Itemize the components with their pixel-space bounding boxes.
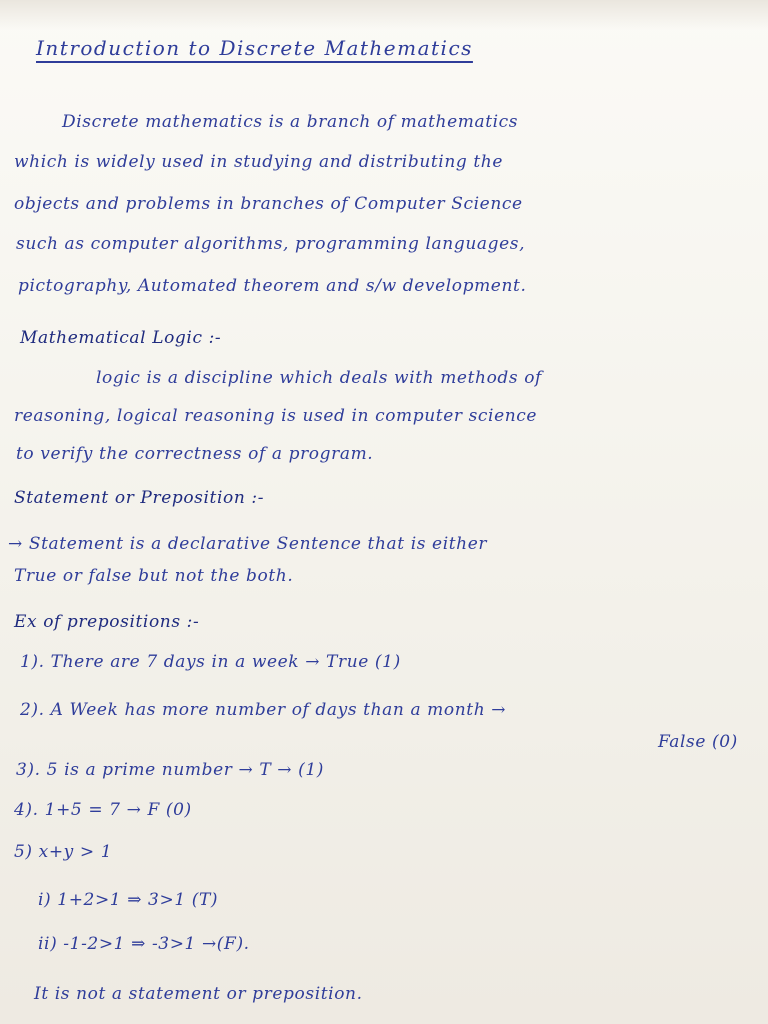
logic-line-1: logic is a discipline which deals with methods of — [96, 368, 542, 388]
intro-line-2: which is widely used in studying and distributing the — [14, 152, 504, 172]
logic-line-3: to verify the correctness of a program. — [16, 444, 374, 464]
examples-heading: Ex of prepositions :- — [14, 612, 200, 632]
statement-heading: Statement or Preposition :- — [14, 488, 265, 508]
example-3: 3). 5 is a prime number → T → (1) — [16, 760, 325, 780]
example-5-ii: ii) -1-2>1 ⇒ -3>1 →(F). — [38, 934, 250, 954]
example-4: 4). 1+5 = 7 → F (0) — [14, 800, 192, 820]
example-2-result: False (0) — [658, 732, 738, 752]
statement-line-1: → Statement is a declarative Sentence that is either — [8, 534, 488, 554]
intro-line-3: objects and problems in branches of Computer Science — [14, 194, 523, 214]
logic-heading: Mathematical Logic :- — [20, 328, 222, 348]
page-title: Introduction to Discrete Mathematics — [36, 36, 473, 60]
example-1: 1). There are 7 days in a week → True (1) — [20, 652, 401, 672]
example-5-i: i) 1+2>1 ⇒ 3>1 (T) — [38, 890, 219, 910]
statement-line-2: True or false but not the both. — [14, 566, 294, 586]
intro-line-1: Discrete mathematics is a branch of mathematics — [62, 112, 519, 132]
example-2: 2). A Week has more number of days than a month → — [20, 700, 507, 720]
conclusion-line: It is not a statement or preposition. — [34, 984, 363, 1004]
logic-line-2: reasoning, logical reasoning is used in computer science — [14, 406, 538, 426]
example-5: 5) x+y > 1 — [14, 842, 113, 862]
intro-line-4: such as computer algorithms, programming languages, — [16, 234, 526, 254]
intro-line-5: pictography, Automated theorem and s/w development. — [18, 276, 527, 296]
